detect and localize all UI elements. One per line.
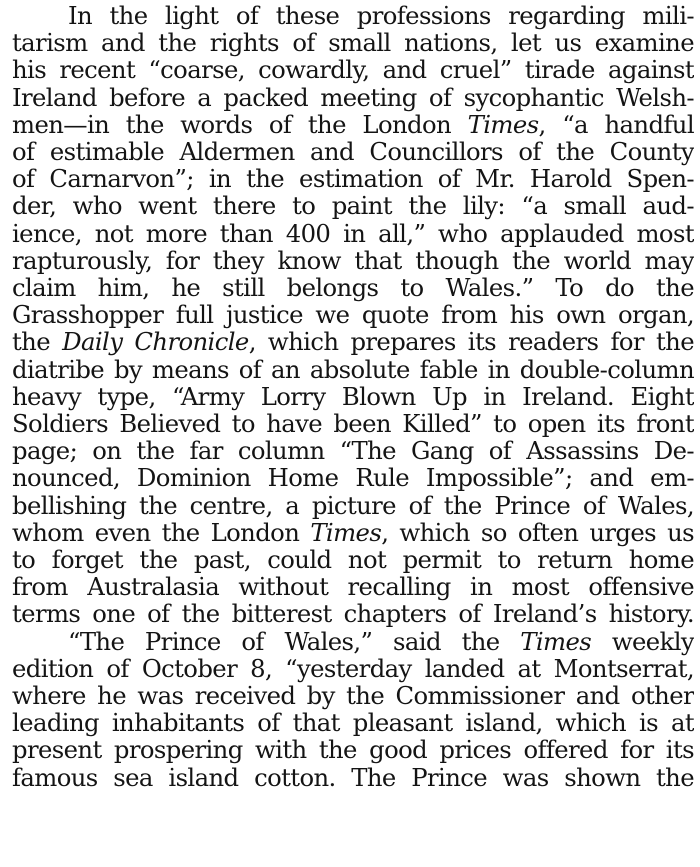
text-line bbox=[12, 736, 694, 763]
text-line bbox=[12, 464, 694, 491]
document-page bbox=[12, 0, 694, 867]
text-line bbox=[12, 628, 694, 655]
text-line bbox=[12, 165, 694, 192]
text-segment: present prospering with the good prices offered for its bbox=[12, 735, 694, 765]
text-line bbox=[12, 138, 694, 165]
text-segment: Grasshopper full justice we quote from his own organ, bbox=[12, 300, 694, 330]
italic-segment: Times bbox=[310, 517, 382, 547]
text-segment: the bbox=[12, 327, 63, 357]
italic-segment: Times bbox=[467, 109, 539, 139]
text-line bbox=[12, 29, 694, 56]
text-segment: to forget the past, could not permit to return home bbox=[12, 545, 694, 575]
text-line bbox=[12, 437, 694, 464]
text-segment: of Carnarvon”; in the estimation of Mr. Harold Spen- bbox=[12, 164, 694, 194]
text-line bbox=[12, 573, 694, 600]
text-segment: his recent “coarse, cowardly, and cruel” tirade against bbox=[12, 55, 694, 85]
text-segment: rapturously, for they know that though the world may bbox=[12, 245, 694, 275]
text-line bbox=[12, 492, 694, 519]
text-line bbox=[12, 111, 694, 138]
text-line bbox=[12, 600, 694, 627]
text-segment: where he was received by the Commissioner and other bbox=[12, 681, 694, 711]
text-segment: , which so often urges us bbox=[381, 517, 694, 547]
text-segment: , which prepares its readers for the bbox=[248, 327, 694, 357]
text-line bbox=[12, 709, 694, 736]
text-segment: weekly bbox=[591, 626, 694, 656]
text-line bbox=[12, 383, 694, 410]
text-line bbox=[12, 274, 694, 301]
text-line bbox=[12, 655, 694, 682]
paragraph-1 bbox=[12, 2, 694, 628]
text-segment: der, who went there to paint the lily: “a small aud- bbox=[12, 191, 694, 221]
text-line bbox=[12, 764, 694, 791]
text-line bbox=[12, 682, 694, 709]
text-segment: Soldiers Believed to have been Killed” to open its front bbox=[12, 409, 694, 439]
text-segment: from Australasia without recalling in most offensive bbox=[12, 572, 694, 602]
text-line bbox=[12, 546, 694, 573]
text-line bbox=[12, 247, 694, 274]
text-segment: ience, not more than 400 in all,” who applauded most bbox=[12, 218, 694, 248]
text-segment: nounced, Dominion Home Rule Impossible”; and em- bbox=[12, 463, 694, 493]
text-segment: Ireland before a packed meeting of sycophantic Welsh- bbox=[12, 82, 694, 112]
text-segment: famous sea island cotton. The Prince was shown the bbox=[12, 762, 694, 792]
italic-segment: Daily Chronicle bbox=[62, 327, 249, 357]
text-segment: diatribe by means of an absolute fable in double-column bbox=[12, 354, 694, 384]
text-segment: men—in the words of the London bbox=[12, 109, 468, 139]
text-segment: In the light of these professions regarding mili- bbox=[68, 1, 694, 30]
text-segment: , “a handful bbox=[538, 109, 694, 139]
text-line bbox=[12, 301, 694, 328]
text-segment: heavy type, “Army Lorry Blown Up in Ireland. Eight bbox=[12, 381, 694, 411]
text-segment: tarism and the rights of small nations, let us examine bbox=[12, 28, 694, 58]
text-segment: “The Prince of Wales,” said the bbox=[68, 626, 521, 656]
text-segment: terms one of the bitterest chapters of Ireland’s history. bbox=[12, 599, 694, 629]
text-line bbox=[12, 192, 694, 219]
text-line bbox=[12, 356, 694, 383]
text-line bbox=[12, 519, 694, 546]
text-segment: page; on the far column “The Gang of Assassins De- bbox=[12, 436, 694, 466]
text-segment: of estimable Aldermen and Councillors of the County bbox=[12, 137, 694, 167]
text-line bbox=[12, 2, 694, 29]
text-line bbox=[12, 56, 694, 83]
text-segment: claim him, he still belongs to Wales.” To do the bbox=[12, 273, 694, 303]
paragraph-2 bbox=[12, 628, 694, 791]
text-line bbox=[12, 328, 694, 355]
italic-segment: Times bbox=[520, 626, 592, 656]
text-segment: leading inhabitants of that pleasant island, which is at bbox=[12, 708, 694, 738]
text-line bbox=[12, 220, 694, 247]
text-segment: edition of October 8, “yesterday landed at Montserrat, bbox=[12, 653, 694, 683]
text-segment: whom even the London bbox=[12, 517, 311, 547]
text-line bbox=[12, 84, 694, 111]
text-line bbox=[12, 410, 694, 437]
text-segment: bellishing the centre, a picture of the Prince of Wales, bbox=[12, 490, 694, 520]
